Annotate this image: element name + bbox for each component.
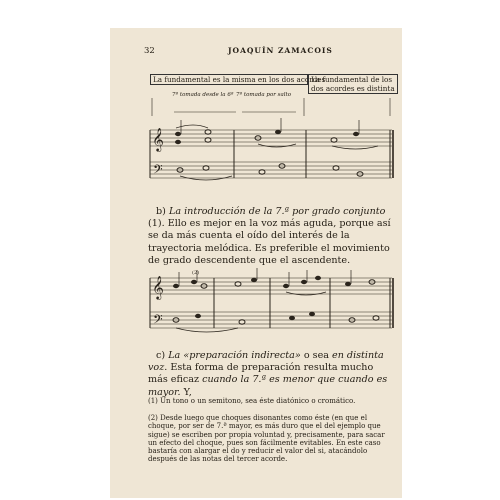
item-letter-b: b) <box>156 206 166 217</box>
footnote-ref-1: (1). <box>148 218 165 230</box>
page-number: 32 <box>144 46 155 56</box>
label-different-fundamental: La fundamental de los dos acordes es distinta <box>308 74 398 94</box>
item-c-title: La «preparación indirecta» <box>168 350 301 361</box>
item-c-body2: cuando la 7.ª es menor que cuando es mayor. <box>148 374 388 398</box>
svg-text:𝄞: 𝄞 <box>152 275 164 299</box>
paragraph-b <box>148 206 392 267</box>
svg-text:𝄢: 𝄢 <box>153 312 163 330</box>
footnote-1: (1) Un tono o un semitono, sea éste diatónico o cromático. <box>148 397 356 405</box>
footnote-2: (2) Desde luego que choques disonantes como éste (en que el choque, por ser de 7.ª mayor, es más duro que el del ejemplo que sigue) se escriben por propia voluntad y, precisamente, para sacar un efecto del choque, pues son fácilmente evitables. En este caso bastaría con alargar el do y reducir el valor del si, atacándolo después de las notas del tercer acorde. <box>148 414 385 464</box>
item-letter-c: c) <box>156 350 166 361</box>
footnote-ref-2: (2) <box>192 270 200 276</box>
item-c-body3: Y, <box>180 386 192 398</box>
paragraph-c <box>148 350 392 399</box>
sublabel-seventh-by-leap: 7ª tomada por salto <box>236 92 292 98</box>
music-example-1 <box>146 98 396 198</box>
svg-text:𝄞: 𝄞 <box>152 127 164 151</box>
book-page <box>110 28 402 498</box>
sublabel-seventh-from-sixth: 7ª tomada desde la 6ª <box>172 92 234 98</box>
svg-text:𝄢: 𝄢 <box>153 162 163 180</box>
item-b-body: Ello es mejor en la voz más aguda, porque así se da más cuenta el oído del interés de la trayectoria melódica. Es preferible el movimiento de grado descendente que el ascendente. <box>148 218 391 266</box>
item-c-mid: o sea <box>300 350 333 361</box>
item-c-title2: en distinta voz. <box>148 350 384 374</box>
music-example-2 <box>146 268 396 338</box>
item-b-title: La introducción de la 7.ª por grado conjunto <box>168 206 386 217</box>
label-same-fundamental: La fundamental es la misma en los dos acordes <box>150 74 308 85</box>
running-head-author: JOAQUÍN ZAMACOIS <box>228 46 333 55</box>
item-c-body1: Esta forma de preparación resulta mucho más eficaz <box>148 362 374 386</box>
